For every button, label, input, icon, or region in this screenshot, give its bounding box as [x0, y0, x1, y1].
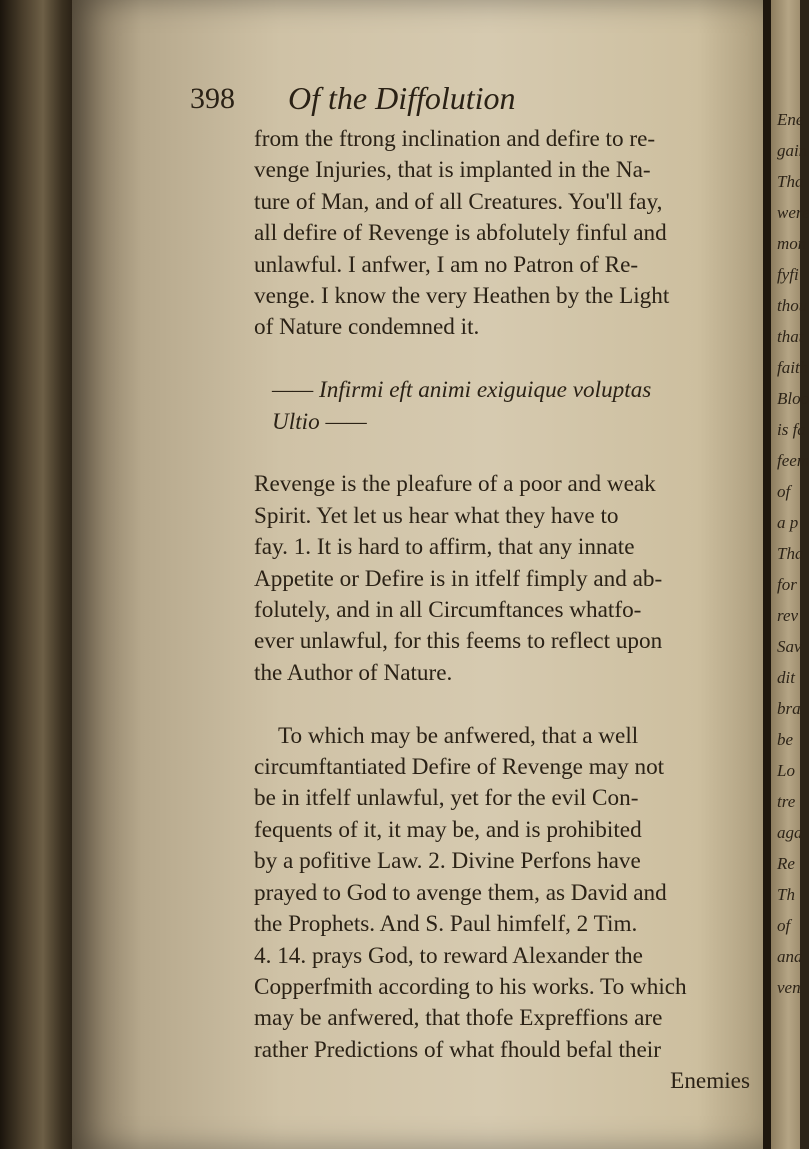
next-page-fragment: a p [777, 513, 799, 532]
text-line: Appetite or Defire is in itfelf fimply and ab- [254, 565, 663, 592]
next-page-fragment: rev [777, 606, 799, 625]
paragraph-gap [254, 689, 754, 720]
next-page-fragment: is fa [777, 420, 806, 439]
text-line: ever unlawful, for this feems to reflect upon [254, 628, 663, 655]
text-line: venge Injuries, that is implanted in the Na- [254, 157, 651, 184]
text-line: circumftantiated Defire of Revenge may not [254, 754, 665, 781]
next-page-fragment: faith [777, 358, 809, 377]
next-page-fragment: Re [777, 854, 795, 873]
text-line: folutely, and in all Circumftances whatfo- [254, 597, 642, 624]
latin-quote-line: Ultio —— [272, 408, 367, 435]
text-line: fequents of it, it may be, and is prohibited [254, 816, 642, 843]
paragraph-gap [254, 344, 754, 375]
text-line: venge. I know the very Heathen by the Light [254, 283, 670, 310]
book-spine [0, 0, 78, 1149]
text-line: the Author of Nature. [254, 659, 453, 686]
text-line: the Prophets. And S. Paul himfelf, 2 Tim. [254, 911, 638, 938]
next-page-fragment: that [777, 327, 804, 346]
paragraph-gap [254, 438, 754, 469]
next-page-fragment: fyfi [777, 265, 799, 284]
next-page-fragment: of [777, 482, 791, 501]
text-line: of Nature condemned it. [254, 314, 480, 341]
page-number: 398 [190, 82, 235, 115]
text-line: may be anfwered, that thofe Expreffions are [254, 1005, 663, 1032]
text-line: ture of Man, and of all Creatures. You'll fay, [254, 188, 663, 215]
text-line: from the ftrong inclination and defire to re- [254, 126, 656, 152]
text-line: To which may be anfwered, that a well [278, 722, 639, 749]
page-gutter [763, 0, 771, 1149]
next-page-fragment: Lo [777, 761, 795, 780]
text-line: be in itfelf unlawful, yet for the evil Con- [254, 785, 639, 812]
next-page-fragment: mon [777, 234, 807, 253]
next-page-fragment: were [777, 203, 809, 222]
next-page-fragment: aga [777, 823, 803, 842]
running-head [190, 80, 770, 128]
next-page-fragment: ven [777, 978, 801, 997]
next-page-fragment: Sav [777, 637, 802, 656]
text-line: all defire of Revenge is abfolutely finful and [254, 220, 667, 247]
text-line: rather Predictions of what fhould befal their [254, 1036, 661, 1063]
next-page-fragment: for [777, 575, 797, 594]
next-page-fragment: tre [777, 792, 796, 811]
text-line: prayed to God to avenge them, as David and [254, 879, 667, 906]
next-page-fragment: Th [777, 885, 795, 904]
text-line: fay. 1. It is hard to affirm, that any innate [254, 534, 635, 561]
next-page-fragment: and [777, 947, 803, 966]
next-page-fragment: Ene [777, 110, 804, 129]
next-page-fragment: dit [777, 668, 795, 687]
next-page-fragment: feem [777, 451, 809, 470]
next-page-fragment: Tha [777, 544, 804, 563]
catchword: Enemies [670, 1068, 750, 1095]
next-page-edge [771, 0, 809, 1149]
next-page-fragment: thou [777, 296, 808, 315]
next-page-fragment: be [777, 730, 794, 749]
next-page-fragment: of [777, 916, 791, 935]
next-page-fragment: Bloo [777, 389, 809, 408]
text-line: unlawful. I anfwer, I am no Patron of Re- [254, 251, 639, 278]
next-page-fragment: Tha [777, 172, 804, 191]
text-line: Copperfmith according to his works. To which [254, 973, 687, 1000]
next-page-fragment: bra [777, 699, 801, 718]
text-line: by a pofitive Law. 2. Divine Perfons have [254, 848, 641, 875]
text-line: Spirit. Yet let us hear what they have to [254, 502, 619, 529]
next-page-fragment: gain [777, 141, 808, 160]
body-text [254, 124, 754, 1098]
text-line: 4. 14. prays God, to reward Alexander the [254, 942, 643, 969]
text-line: Revenge is the pleafure of a poor and weak [254, 471, 656, 498]
latin-quote-line: —— Infirmi eft animi exiguique voluptas [272, 377, 652, 404]
running-title: Of the Diffolution [288, 80, 516, 116]
